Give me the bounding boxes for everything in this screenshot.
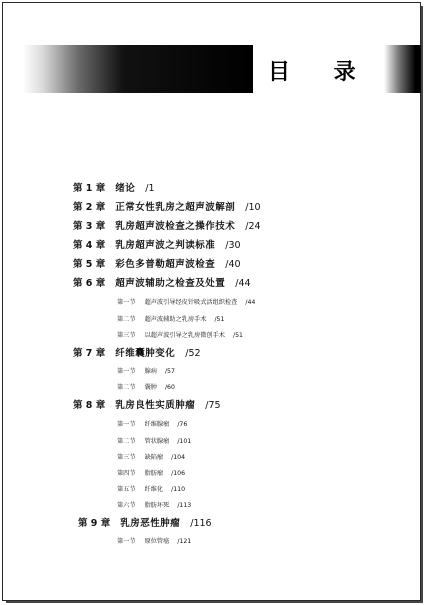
chapter-number: 第 9 章 — [78, 518, 111, 529]
chapter-page: /10 — [245, 202, 261, 213]
section-page: /113 — [177, 502, 192, 509]
chapter-page: /52 — [185, 348, 201, 359]
section-page: /51 — [214, 316, 225, 323]
toc-section-row — [117, 536, 191, 545]
section-page: /44 — [245, 299, 256, 306]
chapter-number: 第 6 章 — [73, 278, 106, 289]
section-number: 第一节 — [117, 368, 136, 375]
toc-section-row — [117, 382, 175, 391]
toc-section-row — [117, 500, 191, 509]
chapter-title: 纤维囊肿变化 — [115, 348, 176, 359]
toc-section-row — [117, 366, 175, 375]
toc-section-row — [117, 330, 243, 339]
toc-chapter-row — [73, 218, 261, 232]
toc-chapter-row — [73, 180, 155, 194]
toc-section-row — [117, 314, 224, 323]
section-page: /104 — [171, 454, 186, 461]
section-title: 脂肪瘤 — [144, 470, 164, 477]
toc-chapter-row — [73, 345, 201, 359]
section-page: /57 — [164, 368, 175, 375]
chapter-page: /30 — [225, 240, 241, 251]
section-page: /51 — [233, 332, 243, 339]
section-page: /60 — [164, 384, 175, 391]
section-title: 腺病 — [144, 368, 157, 375]
chapter-title: 乳房良性实质肿瘤 — [115, 400, 196, 411]
chapter-number: 第 1 章 — [73, 183, 106, 194]
section-title: 以超声波引导之乳房微创手术 — [144, 332, 225, 339]
toc-chapter-row — [73, 275, 251, 289]
toc-chapter-row — [73, 237, 241, 251]
section-title: 囊肿 — [144, 384, 157, 391]
chapter-title: 彩色多普勒超声波检查 — [115, 259, 216, 270]
section-title: 原位管癌 — [144, 538, 170, 545]
section-title: 超声波辅助之乳房手术 — [144, 316, 207, 323]
section-title: 脂肪坏死 — [144, 502, 170, 509]
section-number: 第二节 — [117, 384, 136, 391]
chapter-number: 第 4 章 — [73, 240, 106, 251]
section-title: 管状腺瘤 — [144, 438, 170, 445]
chapter-title: 乳房超声波检查之操作技术 — [115, 221, 236, 232]
toc-chapter-row — [73, 199, 261, 213]
section-number: 第二节 — [117, 438, 136, 445]
chapter-number: 第 2 章 — [73, 202, 106, 213]
section-number: 第四节 — [117, 470, 136, 477]
chapter-number: 第 3 章 — [73, 221, 106, 232]
toc-chapter-row — [73, 397, 221, 411]
section-number: 第五节 — [117, 486, 136, 493]
chapter-page: /44 — [235, 278, 251, 289]
toc-chapter-row — [78, 515, 212, 529]
section-page: /121 — [177, 538, 192, 545]
section-number: 第一节 — [117, 538, 136, 545]
toc-chapter-row — [73, 256, 241, 270]
page-title: 目 录 — [268, 60, 374, 85]
chapter-number: 第 8 章 — [73, 400, 106, 411]
toc-section-row — [117, 419, 187, 428]
section-title: 超声波引导经皮针吸式活组织检查 — [144, 299, 238, 306]
toc-section-row — [117, 297, 255, 306]
section-title: 缺陷瘤 — [144, 454, 164, 461]
section-number: 第三节 — [117, 332, 136, 339]
chapter-title: 乳房恶性肿瘤 — [120, 518, 181, 529]
section-page: /106 — [171, 470, 186, 477]
section-title: 纤维腺瘤 — [144, 421, 170, 428]
section-number: 第一节 — [117, 299, 136, 306]
chapter-title: 绪论 — [115, 183, 136, 194]
section-title: 纤维化 — [144, 486, 164, 493]
chapter-page: /40 — [225, 259, 241, 270]
section-number: 第六节 — [117, 502, 136, 509]
section-page: /101 — [177, 438, 192, 445]
toc-section-row — [117, 484, 185, 493]
section-page: /76 — [177, 421, 188, 428]
toc-section-row — [117, 468, 185, 477]
chapter-number: 第 5 章 — [73, 259, 106, 270]
chapter-page: /1 — [145, 183, 155, 194]
chapter-page: /116 — [190, 518, 212, 529]
chapter-title: 超声波辅助之检查及处置 — [115, 278, 226, 289]
section-page: /110 — [171, 486, 186, 493]
chapter-title: 正常女性乳房之超声波解剖 — [115, 202, 236, 213]
chapter-page: /75 — [205, 400, 221, 411]
section-number: 第三节 — [117, 454, 136, 461]
toc-section-row — [117, 452, 185, 461]
chapter-title: 乳房超声波之判读标准 — [115, 240, 216, 251]
chapter-page: /24 — [245, 221, 261, 232]
section-number: 第二节 — [117, 316, 136, 323]
chapter-number: 第 7 章 — [73, 348, 106, 359]
toc-section-row — [117, 436, 191, 445]
section-number: 第一节 — [117, 421, 136, 428]
